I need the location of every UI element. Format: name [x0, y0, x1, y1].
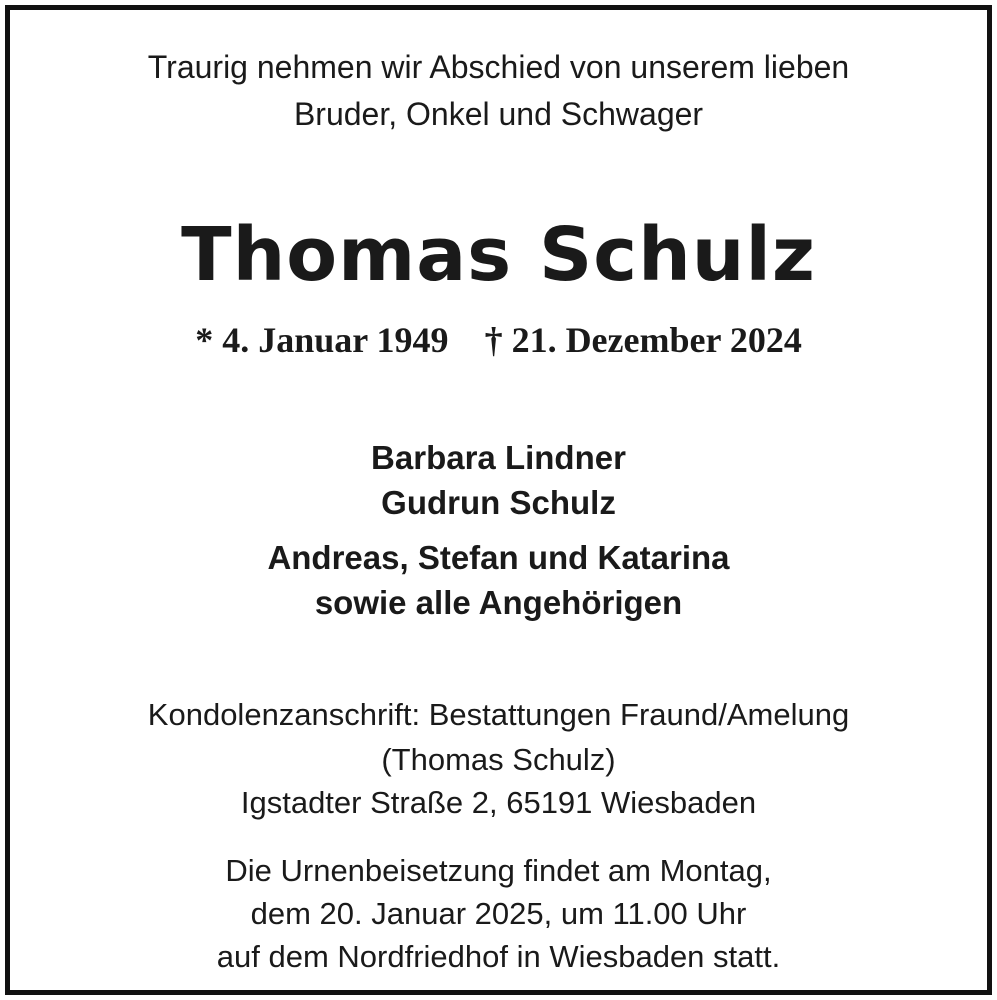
burial-info-line-2: dem 20. Januar 2025, um 11.00 Uhr: [250, 896, 747, 931]
mourner-line-3: Andreas, Stefan und Katarina: [267, 539, 730, 576]
burial-info-line-1: Die Urnenbeisetzung findet am Montag,: [225, 853, 772, 888]
burial-info-line-3: auf dem Nordfriedhof in Wiesbaden statt.: [216, 939, 781, 974]
intro-line-1: Traurig nehmen wir Abschied von unserem lieben: [147, 49, 850, 85]
mourner-line-2: Gudrun Schulz: [381, 484, 616, 521]
deceased-name: Thomas Schulz: [181, 212, 816, 298]
condolence-address-line-3: Igstadter Straße 2, 65191 Wiesbaden: [240, 785, 757, 820]
condolence-address-line-2: (Thomas Schulz): [381, 742, 616, 777]
death-date: † 21. Dezember 2024: [484, 320, 802, 360]
condolence-address-line-1: Kondolenzanschrift: Bestattungen Fraund/Amelung: [147, 697, 850, 732]
mourner-line-1: Barbara Lindner: [371, 439, 626, 476]
obituary-notice: [5, 5, 992, 995]
life-dates: [10, 318, 987, 362]
intro-line-2: Bruder, Onkel und Schwager: [293, 96, 704, 132]
mourner-line-4: sowie alle Angehörigen: [314, 584, 683, 621]
birth-date: * 4. Januar 1949: [195, 320, 449, 360]
